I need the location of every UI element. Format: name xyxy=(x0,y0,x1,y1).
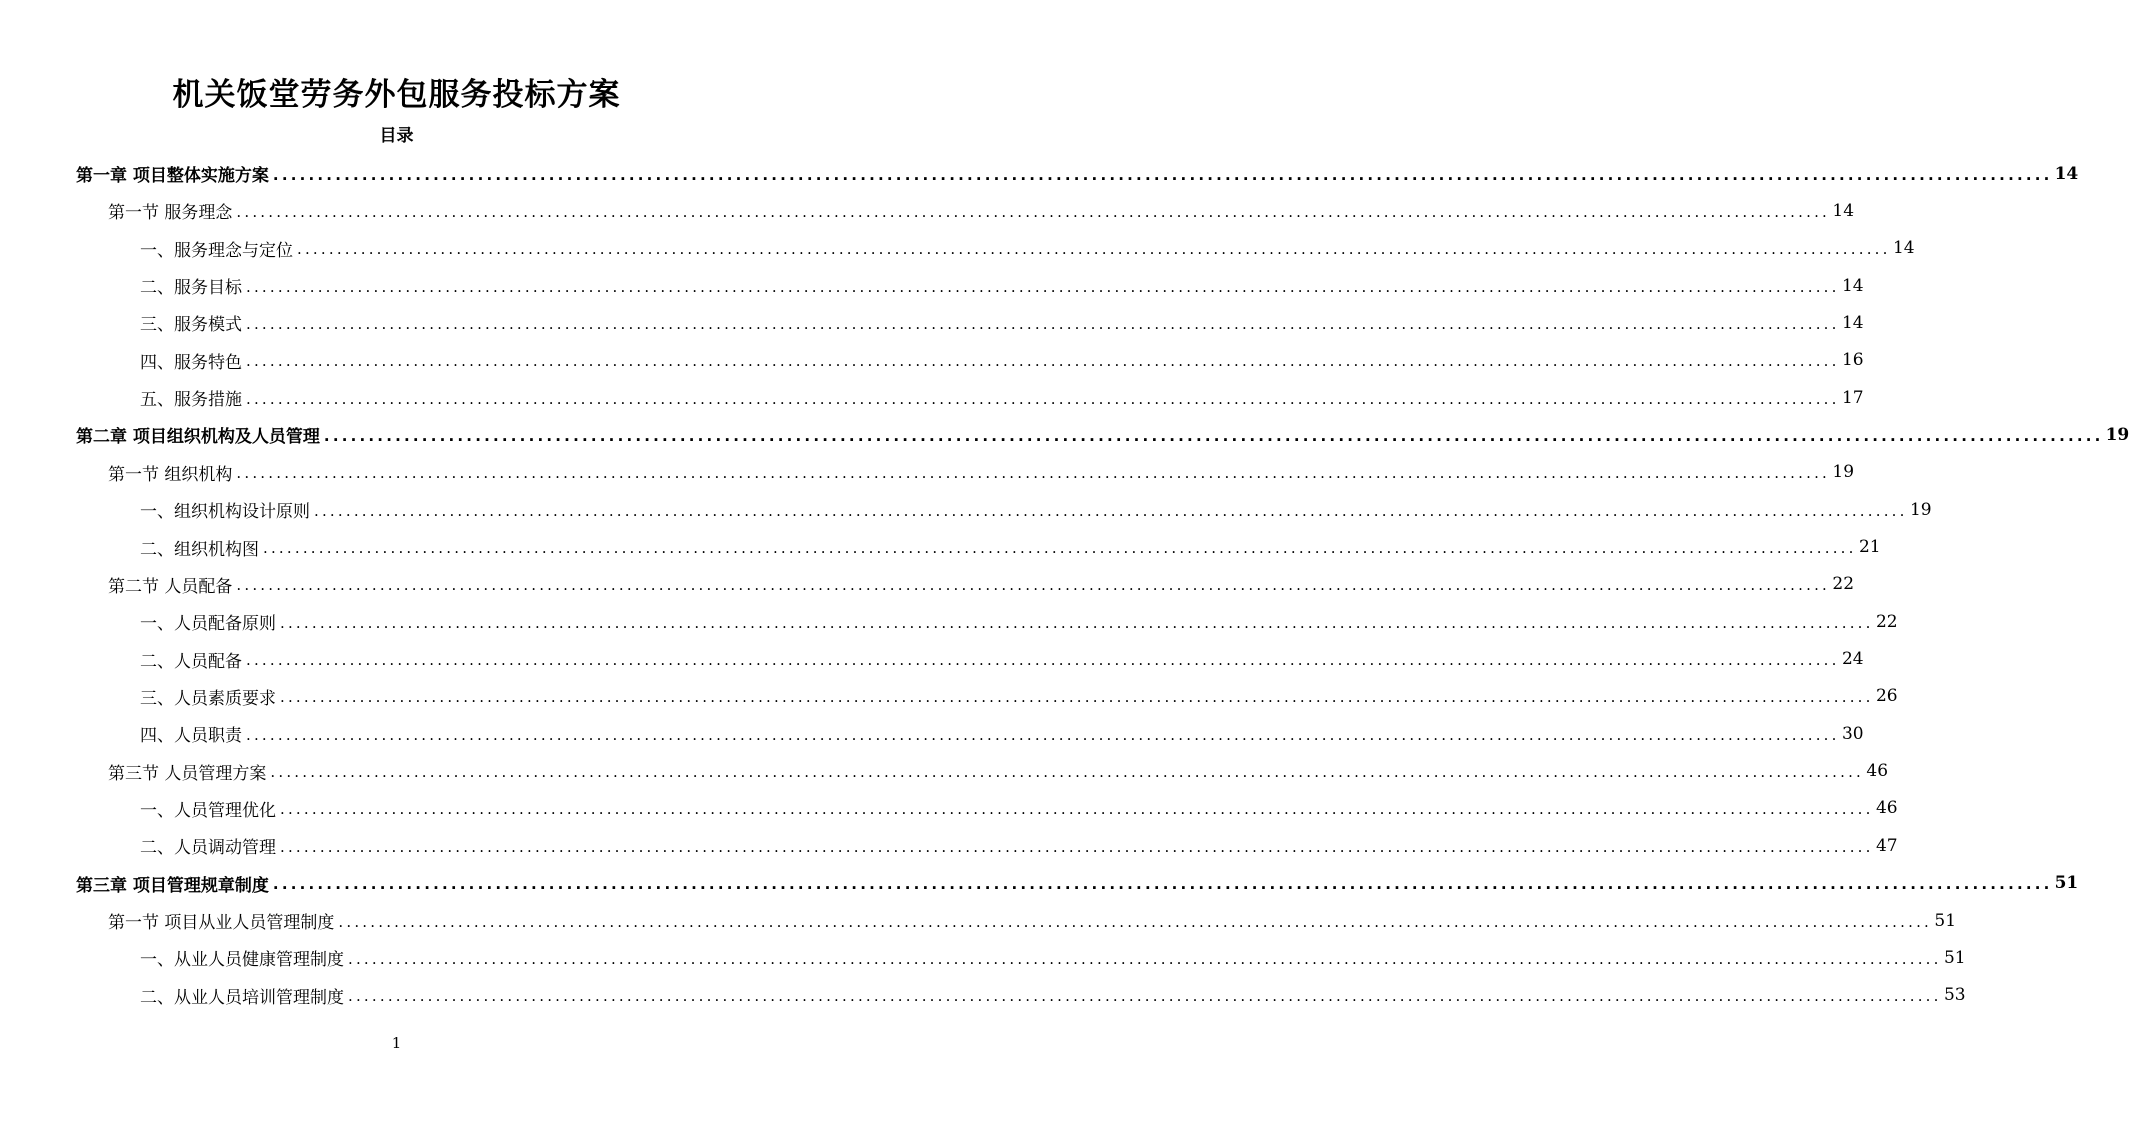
toc-dot-leader: ........................................................................................................................................................................................................ xyxy=(236,464,1831,483)
toc-entry-label: 二、人员配备 xyxy=(140,651,242,672)
toc-entry-page: 17 xyxy=(1841,387,1864,408)
toc-entry-label: 四、人员职责 xyxy=(140,726,242,747)
toc-dot-leader: ........................................................................................................................................................................................................ xyxy=(246,277,1840,296)
toc-entry-page: 22 xyxy=(1875,611,1898,632)
toc-dot-leader: ........................................................................................................................................................................................................ xyxy=(272,875,2053,894)
toc-entry-page: 16 xyxy=(1841,350,1864,371)
toc-entry-label: 第三章 项目管理规章制度 xyxy=(76,875,269,896)
toc-entry-page: 53 xyxy=(1943,985,1966,1006)
toc-entry-page: 46 xyxy=(1875,798,1898,819)
toc-entry-label: 第一节 项目从业人员管理制度 xyxy=(108,913,335,933)
toc-dot-leader: ........................................................................................................................................................................................................ xyxy=(246,352,1840,371)
toc-entry-page: 24 xyxy=(1841,649,1864,670)
toc-entry[interactable] xyxy=(140,304,1864,341)
toc-entry-page: 22 xyxy=(1832,574,1855,595)
toc-entry-label: 二、服务目标 xyxy=(140,278,242,299)
toc-entry-page: 51 xyxy=(2054,873,2079,894)
toc-dot-leader: ........................................................................................................................................................................................................ xyxy=(246,651,1840,670)
toc-entry-label: 二、人员调动管理 xyxy=(140,838,276,859)
toc-entry[interactable] xyxy=(140,790,1898,827)
toc-entry[interactable] xyxy=(76,416,2129,453)
toc-entry[interactable] xyxy=(140,379,1864,416)
toc-entry-label: 第一章 项目整体实施方案 xyxy=(76,166,269,186)
toc-entry-label: 第一节 组织机构 xyxy=(108,464,233,485)
toc-entry-page: 14 xyxy=(1892,238,1915,259)
toc-entry-label: 二、组织机构图 xyxy=(140,539,259,560)
toc-entry-page: 14 xyxy=(1841,275,1864,296)
toc-dot-leader: ........................................................................................................................................................................................................ xyxy=(297,240,1891,259)
toc-entry-label: 一、组织机构设计原则 xyxy=(140,502,310,523)
toc-dot-leader: ........................................................................................................................................................................................................ xyxy=(280,837,1874,856)
toc-entry-label: 一、人员配备原则 xyxy=(140,614,276,635)
toc-dot-leader: ........................................................................................................................................................................................................ xyxy=(280,688,1874,707)
toc-dot-leader: ........................................................................................................................................................................................................ xyxy=(272,165,2053,184)
toc-dot-leader: ........................................................................................................................................................................................................ xyxy=(236,202,1831,221)
toc-entry[interactable] xyxy=(140,715,1864,752)
toc-entry[interactable] xyxy=(140,267,1864,304)
toc-dot-leader: ........................................................................................................................................................................................................ xyxy=(246,725,1840,744)
toc-dot-leader: ........................................................................................................................................................................................................ xyxy=(348,949,1942,968)
toc-entry-label: 一、人员管理优化 xyxy=(140,800,276,821)
toc-entry-label: 二、从业人员培训管理制度 xyxy=(140,987,344,1008)
toc-entry-page: 30 xyxy=(1841,723,1864,744)
toc-entry[interactable] xyxy=(140,641,1864,678)
toc-entry[interactable] xyxy=(140,678,1898,715)
toc-dot-leader: ........................................................................................................................................................................................................ xyxy=(348,987,1942,1006)
toc-entry[interactable] xyxy=(140,827,1898,864)
toc-entry-label: 三、人员素质要求 xyxy=(140,688,276,709)
toc-entry-label: 三、服务模式 xyxy=(140,315,242,336)
toc-dot-leader: ........................................................................................................................................................................................................ xyxy=(236,576,1831,595)
toc-entry-label: 第二节 人员配备 xyxy=(108,576,233,597)
toc-dot-leader: ........................................................................................................................................................................................................ xyxy=(338,912,1933,931)
toc-entry-label: 一、服务理念与定位 xyxy=(140,240,293,261)
toc-dot-leader: ........................................................................................................................................................................................................ xyxy=(280,800,1874,819)
toc-entry-label: 第一节 服务理念 xyxy=(108,203,233,224)
toc-dot-leader: ........................................................................................................................................................................................................ xyxy=(246,389,1840,408)
toc-entry-label: 五、服务措施 xyxy=(140,390,242,411)
toc-entry[interactable] xyxy=(140,491,1932,528)
toc-entry-label: 第三节 人员管理方案 xyxy=(108,763,267,784)
toc-entry[interactable] xyxy=(140,529,1881,566)
toc-entry[interactable] xyxy=(108,902,1957,939)
toc-entry-page: 51 xyxy=(1943,947,1966,968)
toc-entry[interactable] xyxy=(76,155,2079,192)
toc-entry-page: 21 xyxy=(1858,537,1881,557)
toc-dot-leader: ........................................................................................................................................................................................................ xyxy=(246,314,1840,333)
toc-entry-label: 第二章 项目组织机构及人员管理 xyxy=(76,427,320,448)
toc-entry-page: 19 xyxy=(2105,424,2129,445)
toc-entry-label: 一、从业人员健康管理制度 xyxy=(140,950,344,971)
document-title: 机关饭堂劳务外包服务投标方案 xyxy=(172,77,621,113)
toc-entry[interactable] xyxy=(140,342,1864,379)
toc-dot-leader: ........................................................................................................................................................................................................ xyxy=(270,763,1865,782)
toc-dot-leader: ........................................................................................................................................................................................................ xyxy=(314,501,1908,520)
toc-entry-page: 51 xyxy=(1934,910,1957,931)
toc-entry[interactable] xyxy=(140,977,1966,1014)
toc-entry[interactable] xyxy=(108,566,1855,603)
toc-entry-page: 14 xyxy=(1841,312,1864,333)
toc-entry-page: 14 xyxy=(2054,163,2079,184)
toc-heading: 目录 xyxy=(379,126,414,146)
toc-entry[interactable] xyxy=(76,865,2079,902)
toc-dot-leader: ........................................................................................................................................................................................................ xyxy=(323,426,2104,445)
toc-entry-page: 26 xyxy=(1875,686,1898,707)
toc-entry-page: 19 xyxy=(1832,462,1855,483)
toc-entry[interactable] xyxy=(140,939,1966,976)
toc-entry-page: 47 xyxy=(1875,835,1898,856)
toc-entry[interactable] xyxy=(140,603,1898,640)
toc-entry[interactable] xyxy=(108,454,1855,491)
toc-entry-page: 14 xyxy=(1832,200,1855,221)
toc-entry[interactable] xyxy=(108,192,1855,229)
toc-dot-leader: ........................................................................................................................................................................................................ xyxy=(263,539,1857,557)
toc-dot-leader: ........................................................................................................................................................................................................ xyxy=(280,613,1874,632)
toc-entry-label: 四、服务特色 xyxy=(140,352,242,373)
toc-entry-page: 46 xyxy=(1866,761,1889,782)
toc-entry[interactable] xyxy=(108,753,1889,790)
toc-entry-page: 19 xyxy=(1909,499,1932,520)
page-number: 1 xyxy=(391,1034,402,1052)
toc-entry[interactable] xyxy=(140,230,1915,267)
